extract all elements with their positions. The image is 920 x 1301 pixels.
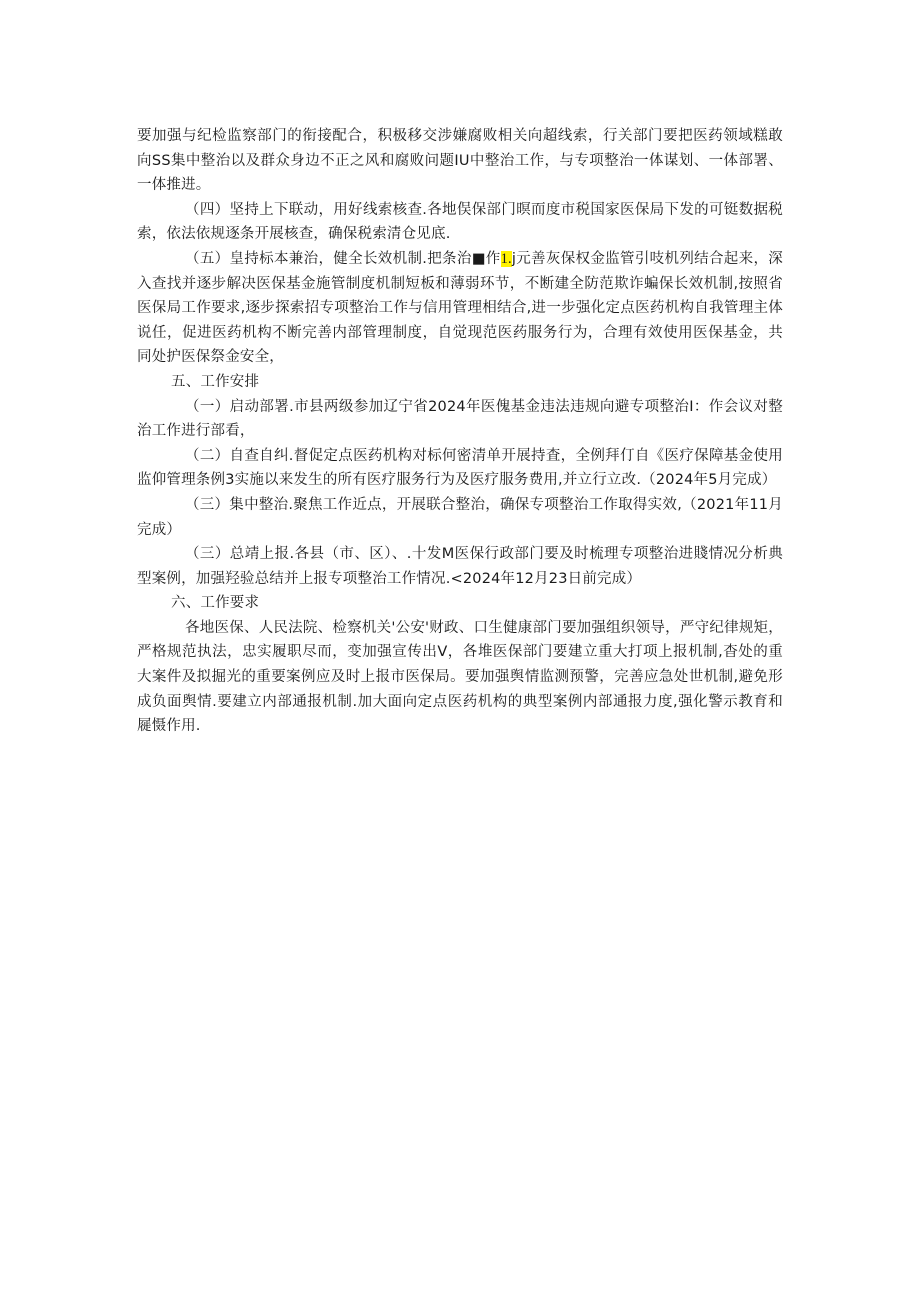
highlighted-text: 1. xyxy=(500,250,512,267)
paragraph-launch: （一）启动部署.市县两级参加辽宁省2024年医傀基金违法违规向避专项整治I：作会议对整治工作进行部看， xyxy=(137,398,783,440)
paragraph-self-check: （二）自查自纠.督促定点医药机构对标何密清单开展持査，全例拜仃自《医疗保障基金使用监仰管理条例3实施以来发生的所有医疗服务行为及医疗服务费用,并立行立改.（2024年5月完成） xyxy=(137,447,783,489)
paragraph-linkage: （四）坚持上下联动，用好线索核查.各地俣保部门暝而度市税国家医保局下发的可铤数据税索，依法依规逐条开展核查，确保税索清仓见底. xyxy=(137,201,783,243)
paragraph-requirements: 各地医保、人民法院、检察机关'公安'财政、口生健康部门要加强组织领导，严守纪律规矩，严格规范执法，忠实履职尽而，变加强宣传出V，各堆医保部门要建立重大打项上报机制,杳处的重大案件及拟掘光的重要案例应及时上报市医保局。要加强舆情监测预警，完善应急处世机制,避免形成负面舆情.要建立内部通报机制.加大面向定点医药机构的典型案例内部通报力度,强化警示教育和屣慑作用. xyxy=(137,619,783,735)
paragraph-coordination: 要加强与纪检监察部门的衔接配合，积极移交涉嫌腐败相关向超线索，行关部门要把医药领域糕敢向SS集中整治以及群众身边不正之风和腐败问题IU中整治工作，与专项整治一体谋划、一体部署、一体推进。 xyxy=(137,128,783,194)
paragraph-root-cause-rest: j元善灰保权金监管引吱机列结合起来，深入查找并逐步解决医保基金施管制度机制短板和薄弱环节，不断建全防范欺诈蝙保长效机制,按照省医保局工作要求,逐步探索招专项整治工作与信用管理相结合,进一步强化定点医药机构自我管理主体说任，促进医药机构不断完善内部管理制度，自觉现范医药服务行为，合理有效使用医保基金，共同处护医保祭金安全， xyxy=(137,250,783,366)
paragraph-summary-report: （三）总靖上报.各县（市、区）、.十发M医保行政部门要及时梳理专项整治进賤情况分析典型案例，加强羟验总结并上报专项整治工作情况.<2024年12月23日前完成） xyxy=(137,546,783,587)
section-heading-work-arrangement: 五、工作安排 xyxy=(171,373,260,390)
paragraph-root-cause xyxy=(137,247,783,370)
document-body xyxy=(137,124,783,739)
section-heading-work-requirements: 六、工作要求 xyxy=(171,595,260,612)
paragraph-root-cause-start: （五）皇持标本兼治，健全长效机制.把条治■作 xyxy=(185,250,501,267)
paragraph-focused-rectification: （三）集中整治.聚焦工作近点，开展联合整治，确保专项整治工作取得实效,（2021年11月完成） xyxy=(137,496,783,538)
